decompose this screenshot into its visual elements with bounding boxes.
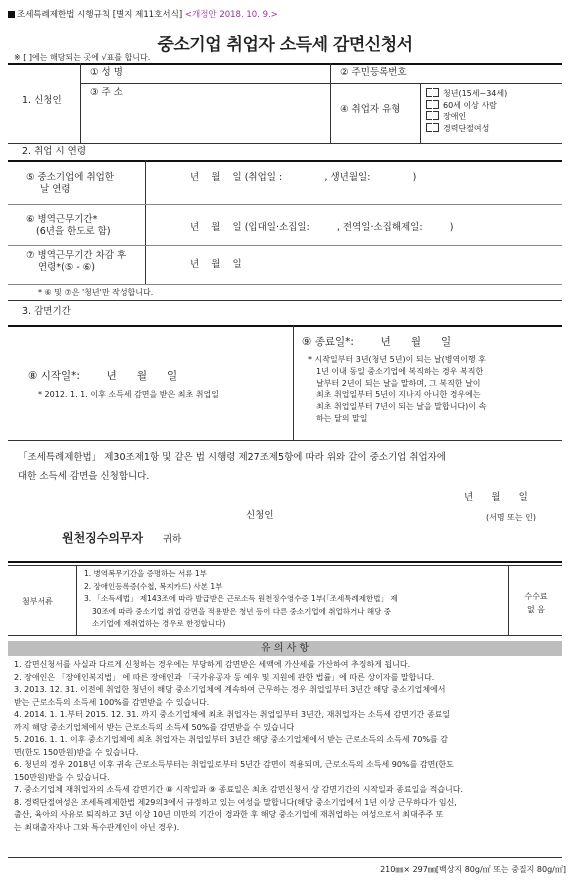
recipient-label: 원천징수의무자: [62, 531, 144, 545]
notice-header: [8, 641, 562, 656]
form-reference: [8, 8, 278, 20]
section3-label: 3. 감면기간: [22, 306, 71, 317]
check-instruction: ※ [ ]에는 해당되는 곳에 √표를 합니다.: [14, 53, 151, 62]
checkbox-icon[interactable]: [426, 100, 432, 109]
paper-spec: 210㎜× 297㎜[백상지 80g/㎡ 또는 중질지 80g/㎡]: [380, 865, 566, 874]
form-title: 중소기업 취업자 소득세 감면신청서: [157, 35, 413, 55]
applicant-type-options: [426, 88, 507, 134]
section1-label: 1. 신청인: [22, 95, 62, 106]
section2-label: 2. 취업 시 연령: [22, 146, 87, 157]
notice-title: 유 의 사 항: [260, 643, 310, 654]
applicant-type-label: ④ 취업자 유형: [340, 104, 401, 115]
checkbox-icon[interactable]: [426, 123, 432, 132]
name-field[interactable]: ① 성 명: [90, 67, 123, 78]
age-at-hire-label: ⑤ 중소기업에 취업한 날 연령: [26, 172, 114, 195]
adjusted-age-value[interactable]: 년 월 일: [190, 259, 242, 270]
type-option-career-break[interactable]: 경력단절여성: [426, 123, 507, 135]
start-date-field[interactable]: ⑧ 시작일*: 년 월 일: [28, 370, 178, 382]
applicant-label: 신청인: [246, 510, 274, 521]
military-service-label: ⑥ 병역근무기간* (6년을 한도로 함): [26, 214, 111, 237]
adjusted-age-label: ⑦ 병역근무기간 차감 후 연령*(⑤ - ⑥): [26, 250, 127, 273]
revision-date: <개정안 2018. 10. 9.>: [184, 10, 278, 20]
type-option-senior[interactable]: 60세 이상 사람: [426, 100, 507, 112]
type-option-youth[interactable]: 청년(15세~34세): [426, 88, 507, 100]
notice-list: 1. 감면신청서를 사실과 다르게 신청하는 경우에는 부당하게 감면받은 세액에 가산세를 가산하여 추징하게 됩니다. 2. 장애인은 「장애인복지법」 에 따른 장애인과 「국가유공자 등 예우 및 지원에 관한 법률」에 따른 상이자를 말합니다. 3. 2013. 12. 31. 이전에 취업한 청년이 해당 중소기업체에 계속하여 근무하는 경우 취업일부터 3년간 해당 중소기업체에서 받는 근로소득의 소득세 100%를 감면받을 수 있습니다. 4. 2014. 1. 1.부터 2015. 12. 31. 까지 중소기업체에 최초 취업자는 취업일부터 3년간, 재취업자는 소득세 감면기간 종료일 까지 해당 중소기업체에서 받는 근로소득의 소득세 50%를 감면받을 수 있습니다 5. 2016. 1. 1. 이후 중소기업체에 최초 취업자는 취업일부터 3년간 해당 중소기업체에서 받는 근로소득의 소득세 70%를 감 면(한도 150만원)받을 수 있습니다. 6. 청년의 경우 2018년 이후 귀속 근로소득부터는 취업일로부터 5년간 감면이 적용되며, 근로소득의 소득세 90%를 감면(한도 150만원)받을 수 있습니다. 7. 중소기업체 재취업자의 소득세 감면기간 ⑧ 시작일과 ⑨ 종료일은 최초 감면신청서 상 감면기간의 시작일과 종료일을 적습니다. 8. 경력단절여성은 조세특례제한법 제29의3에서 규정하고 있는 여성을 말합니다(해당 중소기업에서 1년 이상 근무하다가 임신, 출산, 육아의 사유로 퇴직하고 3년 이상 10년 미만의 기간이 경과한 후 해당 중소기업에 재취업하는 여성으로서 최대주주 또 는 최대출자자나 그와 특수관계인이 아닌 경우).: [14, 660, 464, 832]
address-field[interactable]: ③ 주 소: [90, 87, 123, 98]
signature-field[interactable]: (서명 또는 인): [486, 513, 536, 522]
type-option-disabled[interactable]: 장애인: [426, 111, 507, 123]
rrn-field[interactable]: ② 주민등록번호: [340, 67, 407, 78]
checkbox-icon[interactable]: [426, 88, 432, 97]
youth-only-note: * ⑥ 및 ⑦은 '청년'만 작성합니다.: [38, 288, 154, 297]
checkbox-icon[interactable]: [426, 111, 432, 120]
declaration-text: 「조세특례제한법」 제30조제1항 및 같은 법 시행령 제27조제5항에 따라 위와 같이 중소기업 취업자에 대한 소득세 감면을 신청합니다.: [18, 452, 447, 482]
application-date[interactable]: 년 월 일: [464, 492, 528, 503]
square-bullet-icon: [8, 11, 15, 18]
honorific-label: 귀하: [163, 534, 182, 545]
law-reference: 조세특례제한법 시행규칙 [별지 제11호서식]: [17, 10, 183, 20]
end-date-note: * 시작일부터 3년(청년 5년)이 되는 날(병역이행 후 1년 이내 동일 중소기업에 복직하는 경우 복직한 날부터 2년이 되는 날을 말하며, 그 복직한 날이 최초 취업일부터 5년이 지나지 아니한 경우에는 최초 취업일부터 7년이 되는 날을 말합니다)이 속 하는 달의 말일: [308, 355, 487, 423]
start-date-note: * 2012. 1. 1. 이후 소득세 감면을 받은 최초 취업일: [38, 390, 219, 399]
attachment-list: 1. 병역복무기간을 증명하는 서류 1부 2. 장애인등록증(수첩, 복지카드) 사본 1부 3. 「소득세법」 제143조에 따라 발급받은 근로소득 원천징수영수증 1부(「조세특례제한법」 제 30조에 따라 중소기업 취업 감면을 적용받은 청년 등이 다른 중소기업에 취업하거나 해당 중 소기업에 재취업하는 경우로 한정합니다): [84, 569, 398, 628]
end-date-field[interactable]: ⑨ 종료일*: 년 월 일: [302, 336, 452, 348]
military-service-value[interactable]: 년 월 일 (입대일·소집일: , 전역일·소집해제일: ): [190, 222, 454, 233]
age-at-hire-value[interactable]: 년 월 일 (취업일 : , 생년월일: ): [190, 172, 417, 183]
attachments-label: 첨부서류: [22, 597, 53, 606]
fee-box: 수수료 없 음: [524, 592, 548, 614]
